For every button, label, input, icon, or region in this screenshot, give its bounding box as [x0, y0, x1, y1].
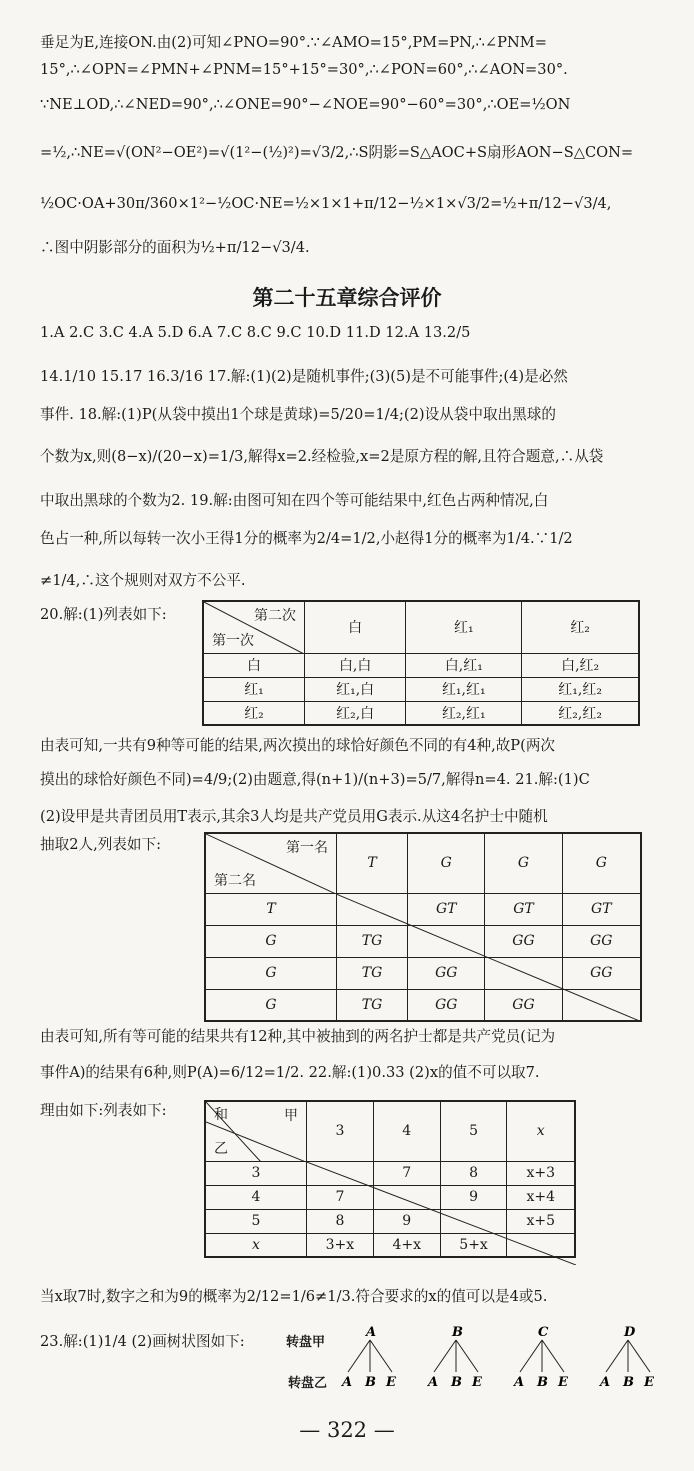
tree-branch	[512, 1325, 569, 1390]
q20-corner-top: 第二次	[254, 608, 296, 624]
tree-leaf: B	[451, 1375, 462, 1390]
q21-header: G	[408, 833, 485, 893]
q21-corner-cell	[205, 833, 337, 893]
q22-header: x	[507, 1101, 575, 1161]
q21-after: 事件A)的结果有6种,则P(A)=6/12=1/2. 22.解:(1)0.33 (2)x的值不可以取7.	[40, 1064, 540, 1081]
q22-header: 3	[307, 1101, 374, 1161]
answer-line: 事件. 18.解:(1)P(从袋中摸出1个球是黄球)=5/20=1/4;(2)设从袋中取出黑球的	[40, 406, 556, 423]
tree-leaf: B	[365, 1375, 376, 1390]
q21-header: G	[485, 833, 562, 893]
text-line: 15°,∴∠OPN=∠PMN+∠PNM=15°+15°=30°,∴∠PON=60°,∴∠AON=30°.	[40, 61, 568, 78]
q20-cell: 红₂,红₂	[522, 701, 639, 725]
q22-corner-bottom: 乙	[214, 1140, 228, 1157]
answer-line: 14.1/10 15.17 16.3/16 17.解:(1)(2)是随机事件;(3)(5)是不可能事件;(4)是必然	[40, 368, 568, 385]
answer-line: 中取出黑球的个数为2. 19.解:由图可知在四个等可能结果中,红色占两种情况,白	[40, 492, 549, 509]
q22-cell: 9	[440, 1185, 507, 1209]
tree-leaf: E	[558, 1375, 568, 1390]
q22-corner-cell	[205, 1101, 307, 1161]
q20-cell: 红₂	[203, 701, 305, 725]
q22-cell: 4+x	[373, 1233, 440, 1257]
q20-corner-cell	[203, 601, 305, 653]
text-line: 垂足为E,连接ON.由(2)可知∠PNO=90°.∵∠AMO=15°,PM=PN,∴∠PNM=	[40, 34, 547, 51]
q22-cell: 8	[440, 1161, 507, 1185]
q21-cell: GG	[562, 957, 641, 989]
text-line: =½,∴NE=√(ON²−OE²)=√(1²−(½)²)=√3/2,∴S阴影=S△AOC+S扇形AON−S△CON=	[40, 144, 634, 161]
q22-cell: 5	[205, 1209, 307, 1233]
q20-cell: 红₁	[203, 677, 305, 701]
q20-cell: 红₂,红₁	[406, 701, 522, 725]
q22-corner-top: 甲	[284, 1108, 298, 1124]
q21-cell: TG	[337, 957, 408, 989]
q20-after: 抽取2人,列表如下:	[40, 836, 161, 853]
q21-header: T	[337, 833, 408, 893]
q20-cell: 红₁,红₁	[406, 677, 522, 701]
q21-cell: TG	[337, 989, 408, 1021]
tree-leaf: A	[600, 1375, 611, 1390]
q22-cell: 3	[205, 1161, 307, 1185]
tree-leaf: B	[623, 1375, 634, 1390]
tree-leaf: E	[644, 1375, 654, 1390]
q22-cell: x+5	[507, 1209, 575, 1233]
q21-header: G	[562, 833, 641, 893]
q22-cell: 5+x	[440, 1233, 507, 1257]
q20-cell: 红₁,红₂	[522, 677, 639, 701]
q20-cell: 白,红₁	[406, 653, 522, 677]
q20-header: 红₂	[522, 601, 639, 653]
tree-branch	[598, 1325, 655, 1390]
q22-cell: 8	[307, 1209, 374, 1233]
q20-corner-bottom: 第一次	[212, 632, 254, 649]
tree-leaf: B	[537, 1375, 548, 1390]
q20-cell: 白,红₂	[522, 653, 639, 677]
q21-after: 由表可知,所有等可能的结果共有12种,其中被抽到的两名护士都是共产党员(记为	[40, 1028, 556, 1045]
q21-cell: T	[205, 893, 337, 925]
q20-cell: 红₂,白	[305, 701, 406, 725]
q22-cell: x+4	[507, 1185, 575, 1209]
tree-leaf: A	[514, 1375, 525, 1390]
q21-cell: GG	[485, 989, 562, 1021]
q20-intro: 20.解:(1)列表如下:	[40, 606, 167, 623]
q21-cell: GG	[408, 989, 485, 1021]
q20-header: 白	[305, 601, 406, 653]
tree-root: A	[366, 1325, 377, 1340]
chapter-title: 第二十五章综合评价	[252, 286, 442, 310]
q21-cell: GG	[485, 925, 562, 957]
tree-leaf: A	[428, 1375, 439, 1390]
q23-text: 23.解:(1)1/4 (2)画树状图如下:	[40, 1333, 245, 1350]
q20-after: (2)设甲是共青团员用T表示,其余3人均是共产党员用G表示.从这4名护士中随机	[40, 808, 548, 825]
q21-cell: GT	[562, 893, 641, 925]
text-line: ½OC·OA+30π/360×1²−½OC·NE=½×1×1+π/12−½×1×√3/2=½+π/12−√3/4,	[40, 195, 612, 212]
q22-cell: 7	[307, 1185, 374, 1209]
q21-diagonal	[336, 894, 642, 1022]
q20-header: 红₁	[406, 601, 522, 653]
q21-cell: GG	[562, 925, 641, 957]
tree-leaf: E	[472, 1375, 482, 1390]
q20-table	[202, 600, 640, 726]
tree-branch	[340, 1325, 397, 1390]
q20-cell: 白,白	[305, 653, 406, 677]
tree-diagram	[330, 1322, 670, 1392]
tree-leaf: E	[386, 1375, 396, 1390]
tree-branch	[426, 1325, 483, 1390]
q20-cell: 红₁,白	[305, 677, 406, 701]
q23-label-a: 转盘甲	[286, 1335, 326, 1350]
answer-line: 1.A 2.C 3.C 4.A 5.D 6.A 7.C 8.C 9.C 10.D 11.D 12.A 13.2/5	[40, 324, 471, 341]
q21-cell: TG	[337, 925, 408, 957]
text-line: ∵NE⊥OD,∴∠NED=90°,∴∠ONE=90°−∠NOE=90°−60°=30°,∴OE=½ON	[40, 96, 571, 113]
answer-line: ≠1/4,∴这个规则对双方不公平.	[40, 572, 246, 589]
q23-label-b: 转盘乙	[288, 1376, 328, 1391]
q21-cell: G	[205, 989, 337, 1021]
tree-root: B	[452, 1325, 463, 1340]
q21-cell: G	[205, 925, 337, 957]
q21-cell: GT	[485, 893, 562, 925]
page-number: — 322 —	[299, 1418, 395, 1442]
q22-cell: 3+x	[307, 1233, 374, 1257]
q20-cell: 白	[203, 653, 305, 677]
q22-after: 当x取7时,数字之和为9的概率为2/12=1/6≠1/3.符合要求的x的值可以是4或5.	[40, 1288, 548, 1305]
q22-diagonal	[304, 1161, 576, 1265]
q22-cell: x	[205, 1233, 307, 1257]
q21-cell: GT	[408, 893, 485, 925]
q22-cell: 4	[205, 1185, 307, 1209]
q20-after: 摸出的球恰好颜色不同)=4/9;(2)由题意,得(n+1)/(n+3)=5/7,解得n=4. 21.解:(1)C	[40, 771, 590, 788]
tree-root: D	[624, 1325, 636, 1340]
q22-header: 5	[440, 1101, 507, 1161]
text-line: ∴图中阴影部分的面积为½+π/12−√3/4.	[40, 239, 310, 256]
tree-leaf: A	[342, 1375, 353, 1390]
q22-header: 4	[373, 1101, 440, 1161]
q22-corner-sum: 和	[214, 1107, 228, 1123]
q21-corner-top: 第一名	[286, 840, 328, 856]
answer-line: 色占一种,所以每转一次小王得1分的概率为2/4=1/2,小赵得1分的概率为1/4.∵1/2	[40, 530, 573, 547]
answer-line: 个数为x,则(8−x)/(20−x)=1/3,解得x=2.经检验,x=2是原方程的解,且符合题意,∴从袋	[40, 448, 604, 465]
q21-after: 理由如下:列表如下:	[40, 1102, 167, 1119]
q21-cell: GG	[408, 957, 485, 989]
q21-corner-bottom: 第二名	[214, 872, 256, 889]
q21-cell: G	[205, 957, 337, 989]
tree-root: C	[538, 1325, 549, 1340]
q20-after: 由表可知,一共有9种等可能的结果,两次摸出的球恰好颜色不同的有4种,故P(两次	[40, 737, 556, 754]
q22-cell: x+3	[507, 1161, 575, 1185]
q22-cell: 7	[373, 1161, 440, 1185]
q22-cell: 9	[373, 1209, 440, 1233]
